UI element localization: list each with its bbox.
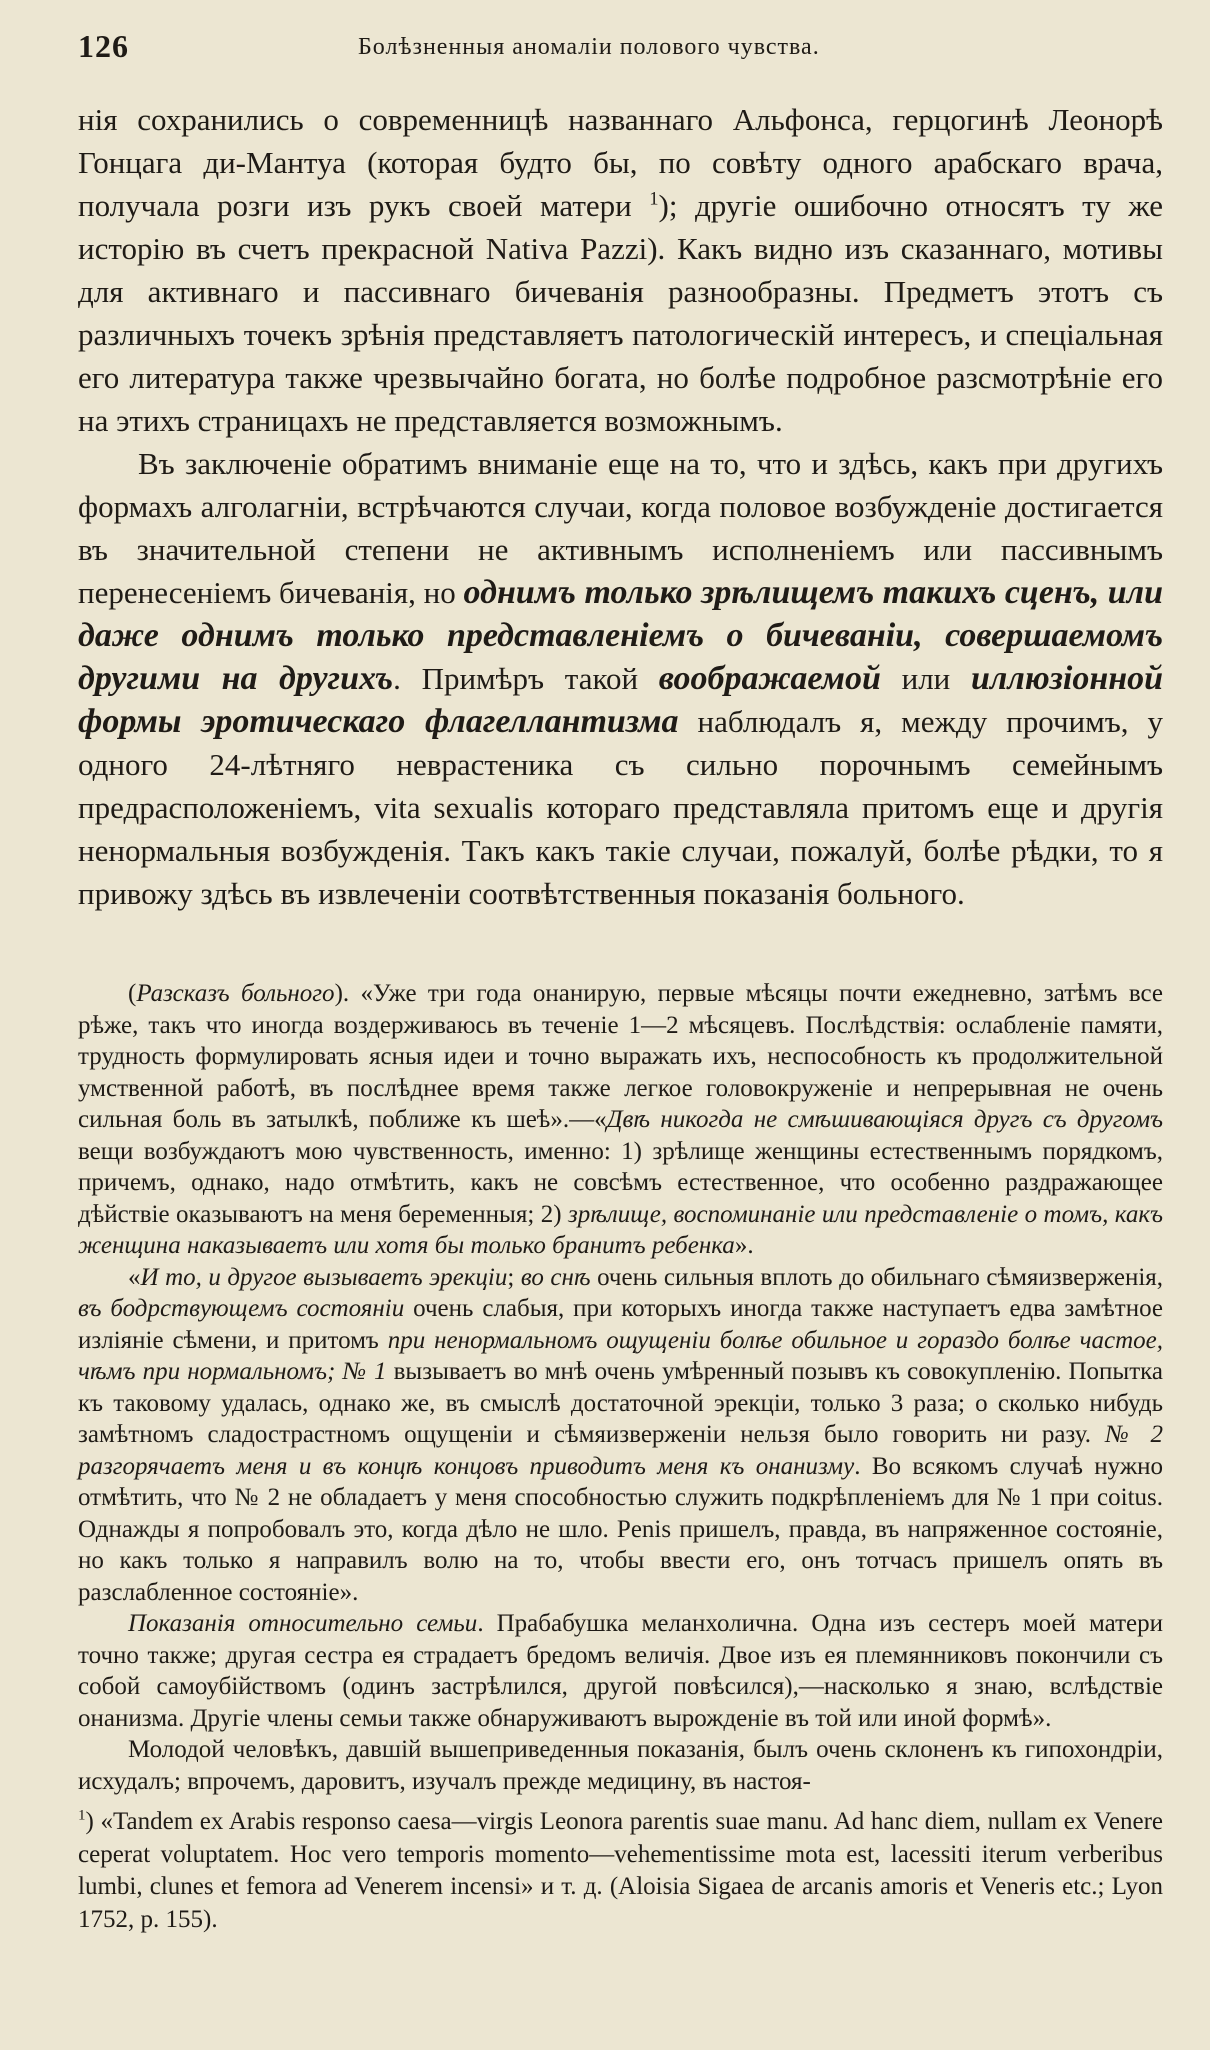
paragraph-2-text: наблюдалъ я, между прочимъ, у одного 24-лѣтняго неврастеника съ сильно порочнымъ семейнымъ предрасположеніемъ, vita sexualis котораго представляла притомъ еще и другія ненормальныя возбужденія. Такъ какъ такіе случаи, пожалуй, болѣе рѣдки, то я привожу здѣсь въ извлеченіи соотвѣтственныя показанія больного. bbox=[78, 704, 1163, 911]
paragraph-1-text: нія сохранились о современницѣ названнаго Альфонса, герцогинѣ Леонорѣ Гонцага ди-Мантуа (которая будто бы, по совѣту одного арабскаго врача, получала розги изъ рукъ своей матери bbox=[78, 102, 1163, 223]
italic-phrase: въ бодрствующемъ состояніи bbox=[78, 1295, 405, 1322]
paragraph-3-text: ( bbox=[128, 980, 137, 1007]
paragraph-2-text: Въ заключеніе обратимъ вниманіе еще на то, что и здѣсь, какъ при другихъ формахъ алголагніи, встрѣчаются случаи, когда половое возбужденіе достигается въ значительной степени не активнымъ исполненіемъ или пассивнымъ перенесеніемъ бичеванія, но bbox=[78, 446, 1163, 610]
italic-phrase: Двѣ никогда не смѣшивающіяся другъ съ другомъ bbox=[606, 1106, 1163, 1133]
paragraph-4-text: вызываетъ во мнѣ очень умѣренный позывъ къ совокупленію. Попытка къ таковому удалась, однако же, въ смыслѣ достаточной эрекціи, только 3 раза; о сколько нибудь замѣтномъ сладострастномъ ощущеніи и сѣмяизверженіи нельзя было говорить ни разу. bbox=[78, 1358, 1164, 1448]
footnote-divider bbox=[78, 1792, 1163, 1793]
italic-phrase: зрѣлище, воспоминаніе или представленіе о томъ, какъ женщина наказываетъ или хотя бы только бранитъ ребенка bbox=[78, 1200, 1163, 1259]
emphasis-spectacle: однимъ только зрѣлищемъ такихъ сценъ, или даже однимъ только представленіемъ о бичеваніи, совершаемомъ другими на другихъ bbox=[78, 574, 1163, 697]
paragraph-3 bbox=[78, 978, 1163, 1262]
page-header bbox=[78, 28, 1158, 72]
emphasis-imaginary: воображаемой bbox=[658, 660, 881, 697]
paragraph-4-text: « bbox=[128, 1263, 141, 1291]
paragraph-1 bbox=[78, 98, 1163, 442]
paragraph-2 bbox=[78, 442, 1163, 915]
italic-phrase: Разсказъ больного bbox=[136, 980, 335, 1007]
paragraph-6-text: Молодой человѣкъ, давшій вышеприведенныя показанія, былъ очень склоненъ къ гипохондріи, исхудалъ; впрочемъ, даровитъ, изучалъ прежде медицину, въ настоя- bbox=[78, 1736, 1163, 1795]
paragraph-3-text: ». bbox=[734, 1232, 754, 1259]
italic-phrase: Показанія относительно семьи bbox=[128, 1610, 478, 1637]
italic-phrase: во снѣ bbox=[520, 1263, 591, 1291]
paragraph-4-text: . Во всякомъ случаѣ нужно отмѣтить, что № 2 не обладаетъ у меня способностью служить подкрѣпленіемъ для № 1 при coitus. Однажды я попробовалъ это, когда дѣло не шло. Penis пришелъ, правда, въ напряженное состояніе, но какъ только я направилъ волю на то, чтобы ввести его, онъ тотчасъ пришелъ опять въ разслабленное состояніе». bbox=[78, 1452, 1164, 1606]
paragraph-4-text: очень слабыя, при которыхъ иногда также наступаетъ едва замѣтное изліяніе сѣмени, и притомъ bbox=[78, 1295, 1163, 1354]
paragraph-3-text: вещи возбуждаютъ мою чувственность, именно: 1) зрѣлище женщины естественнымъ порядкомъ, причемъ, однако, надо отмѣтить, какъ не совсѣмъ естественное, что особенно раздражающее дѣйствіе оказываютъ на меня беременныя; 2) bbox=[78, 1137, 1163, 1228]
main-text bbox=[78, 98, 1163, 915]
footnote-text: ) «Tandem ex Arabis responso caesa—virgis Leonora parentis suae manu. Ad hanc diem, nullam ex Venere ceperat voluptatem. Hoc vero temporis momento—vehementissime mota est, lacessiti iterum verberibus lumbi, clunes et femora ad Venerem incensi» и т. д. (Aloisia Sigaea de arcanis amoris et Veneris etc.; Lyon 1752, p. 155). bbox=[78, 1808, 1163, 1933]
page-number: 126 bbox=[78, 28, 129, 64]
running-head: Болѣзненныя аномаліи полового чувства. bbox=[358, 34, 820, 60]
emphasis-illusory-form: иллюзіонной формы эротическаго флагеллантизма bbox=[78, 660, 1164, 740]
paragraph-5 bbox=[78, 1608, 1163, 1734]
paragraph-1-text-after: ); другіе ошибочно относятъ ту же исторію въ счетъ прекрасной Nativa Pazzi). Какъ видно изъ сказаннаго, мотивы для активнаго и пассивнаго бичеванія разнообразны. Предметъ этотъ съ различныхъ точекъ зрѣнія представляетъ патологическій интересъ, и спеціальная его литература также чрезвычайно богата, но болѣе подробное разсмотрѣніе его на этихъ страницахъ не представляется возможнымъ. bbox=[78, 188, 1163, 438]
patient-account bbox=[78, 978, 1163, 1797]
italic-phrase: № 2 разгорячаетъ меня и въ концѣ концовъ приводитъ меня къ онанизму bbox=[78, 1421, 1163, 1480]
paragraph-3-text: ). «Уже три года онанирую, первые мѣсяцы почти ежедневно, затѣмъ все рѣже, такъ что иногда воздерживаюсь въ теченіе 1—2 мѣсяцевъ. Послѣдствія: ослабленіе памяти, трудность формулировать ясныя идеи и точно выражать ихъ, неспособность къ продолжительной умственной работѣ, въ послѣднее время также легкое головокруженіе и непрерывная не очень сильная боль въ затылкѣ, поближе къ шеѣ».—« bbox=[78, 980, 1163, 1133]
italic-phrase: при ненормальномъ ощущеніи болѣе обильное и гораздо болѣе частое, чѣмъ при нормальномъ; № 1 bbox=[78, 1326, 1163, 1385]
footnote-marker: 1 bbox=[78, 1807, 86, 1824]
paragraph-4-text: очень сильныя вплоть до обильнаго сѣмяизверженія, bbox=[590, 1263, 1164, 1291]
footnote bbox=[78, 1806, 1163, 1936]
paragraph-5-text: . Прабабушка меланхолична. Одна изъ сестеръ моей матери точно также; другая сестра ея страдаетъ бредомъ величія. Двое изъ ея племянниковъ покончили съ собой самоубійствомъ (одинъ застрѣлился, другой повѣсился),—насколько я знаю, вслѣдствіе онанизма. Другіе члены семьи также обнаруживаютъ вырожденіе въ той или иной формѣ». bbox=[78, 1610, 1164, 1732]
footnote-reference: 1 bbox=[649, 188, 659, 210]
italic-phrase: И то, и другое вызываетъ эрекціи bbox=[140, 1263, 508, 1291]
paragraph-6 bbox=[78, 1734, 1163, 1797]
paragraph-2-text: . Примѣръ такой bbox=[393, 661, 659, 696]
paragraph-4 bbox=[78, 1262, 1163, 1609]
paragraph-4-text: ; bbox=[507, 1263, 521, 1291]
paragraph-2-text: или bbox=[880, 661, 972, 696]
